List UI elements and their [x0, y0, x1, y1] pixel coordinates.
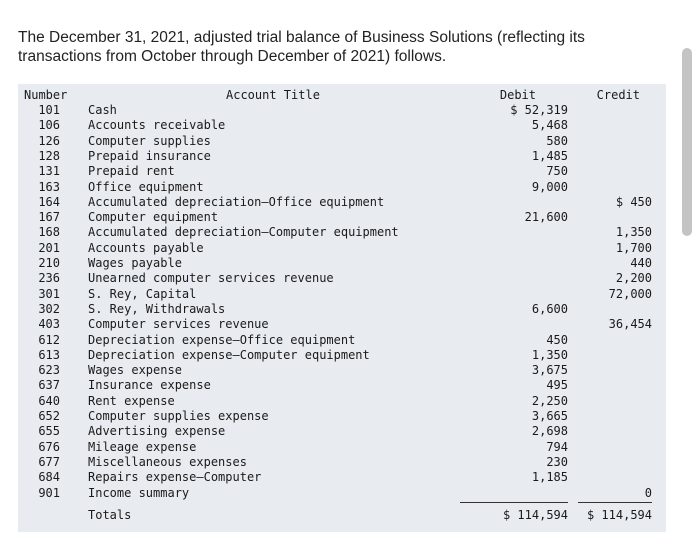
totals-label: Totals — [88, 508, 132, 522]
account-number: 164 — [38, 194, 60, 209]
account-number: 901 — [38, 485, 60, 500]
account-title: Mileage expense — [88, 439, 197, 454]
account-number: 163 — [38, 179, 60, 194]
account-number: 612 — [38, 332, 60, 347]
account-title: Computer equipment — [88, 210, 219, 225]
account-number: 236 — [38, 271, 60, 286]
debit-amount: 750 — [546, 164, 568, 179]
debit-amount: 1,350 — [531, 347, 568, 362]
table-row — [18, 348, 666, 363]
table-row — [18, 118, 666, 133]
table-row — [18, 302, 666, 317]
table-row — [18, 195, 666, 210]
debit-amount: 794 — [546, 439, 568, 454]
table-row — [18, 455, 666, 470]
account-number: 126 — [38, 133, 60, 148]
account-title: Advertising expense — [88, 424, 226, 439]
totals-debit: $ 114,594 — [502, 508, 568, 522]
credit-total-rule — [578, 502, 652, 503]
account-title: Depreciation expense—Computer equipment — [88, 347, 370, 362]
table-row — [18, 164, 666, 179]
credit-amount: 2,200 — [615, 271, 652, 286]
table-row — [18, 486, 666, 501]
debit-amount: 2,698 — [531, 424, 568, 439]
debit-amount: $ 52,319 — [510, 103, 568, 117]
account-title: Office equipment — [88, 179, 204, 194]
account-title: Wages payable — [88, 256, 182, 270]
account-number: 167 — [38, 210, 60, 225]
table-row — [18, 424, 666, 439]
header-number: Number — [24, 88, 68, 102]
table-row — [18, 256, 666, 271]
table-row — [18, 378, 666, 393]
scrollbar-thumb[interactable] — [682, 48, 692, 236]
table-row — [18, 287, 666, 302]
credit-amount: 1,700 — [615, 240, 652, 255]
account-title: Depreciation expense—Office equipment — [88, 332, 356, 347]
table-row — [18, 470, 666, 485]
header-account-title: Account Title — [226, 88, 320, 102]
table-row — [18, 210, 666, 225]
credit-amount: 0 — [644, 485, 652, 500]
table-row — [18, 149, 666, 164]
account-number: 652 — [38, 409, 60, 423]
debit-amount: 3,675 — [531, 363, 568, 378]
account-title: Accounts payable — [88, 240, 204, 255]
debit-amount: 1,485 — [531, 148, 568, 163]
account-title: Computer services revenue — [88, 317, 269, 332]
debit-amount: 230 — [546, 454, 568, 469]
account-number: 168 — [38, 225, 60, 240]
account-title: Unearned computer services revenue — [88, 271, 334, 286]
account-number: 676 — [38, 439, 60, 454]
table-row — [18, 317, 666, 332]
account-number: 640 — [38, 393, 60, 408]
debit-total-rule — [460, 502, 568, 503]
account-number: 403 — [38, 317, 60, 332]
credit-amount: 72,000 — [608, 286, 652, 301]
header-debit: Debit — [499, 88, 536, 102]
intro-text: The December 31, 2021, adjusted trial balance of Business Solutions (reflecting its transactions from October through December of 2021) follows. — [18, 29, 585, 65]
table-row — [18, 225, 666, 240]
account-number: 210 — [38, 256, 60, 270]
account-number: 677 — [38, 454, 60, 469]
account-title: S. Rey, Withdrawals — [88, 301, 226, 316]
account-number: 637 — [38, 378, 60, 393]
credit-amount: 36,454 — [608, 317, 652, 332]
table-row — [18, 271, 666, 286]
debit-amount: 21,600 — [524, 210, 568, 225]
account-number: 106 — [38, 118, 60, 133]
account-title: Accumulated depreciation—Office equipment — [88, 194, 385, 209]
account-title: Miscellaneous expenses — [88, 454, 247, 469]
debit-amount: 495 — [546, 378, 568, 393]
debit-amount: 3,665 — [531, 409, 568, 423]
account-number: 655 — [38, 424, 60, 439]
debit-amount: 2,250 — [531, 393, 568, 408]
account-title: Insurance expense — [88, 378, 211, 393]
account-title: Computer supplies expense — [88, 409, 269, 423]
table-row — [18, 134, 666, 149]
credit-amount: 440 — [630, 256, 652, 270]
table-row — [18, 394, 666, 409]
debit-amount: 6,600 — [531, 301, 568, 316]
account-title: Accounts receivable — [88, 118, 226, 133]
debit-amount: 450 — [546, 332, 568, 347]
account-number: 623 — [38, 363, 60, 378]
table-row — [18, 241, 666, 256]
account-title: Computer supplies — [88, 133, 211, 148]
table-row — [18, 180, 666, 195]
account-number: 201 — [38, 240, 60, 255]
account-number: 302 — [38, 301, 60, 316]
table-header-row — [18, 88, 666, 103]
table-row — [18, 440, 666, 455]
totals-row — [18, 508, 666, 523]
account-title: Income summary — [88, 485, 190, 500]
debit-amount: 9,000 — [531, 179, 568, 194]
totals-credit: $ 114,594 — [586, 508, 652, 522]
account-title: Cash — [88, 103, 117, 117]
account-number: 128 — [38, 148, 60, 163]
table-row — [18, 333, 666, 348]
account-title: Rent expense — [88, 393, 175, 408]
debit-amount: 580 — [546, 133, 568, 148]
debit-amount: 1,185 — [531, 470, 568, 485]
account-number: 131 — [38, 164, 60, 179]
header-credit: Credit — [596, 88, 640, 102]
debit-amount: 5,468 — [531, 118, 568, 133]
trial-balance-table — [18, 84, 666, 532]
account-title: S. Rey, Capital — [88, 286, 197, 301]
table-row — [18, 409, 666, 424]
account-title: Repairs expense—Computer — [88, 470, 262, 485]
account-title: Prepaid rent — [88, 164, 175, 179]
account-title: Accumulated depreciation—Computer equipment — [88, 225, 399, 240]
account-number: 301 — [38, 286, 60, 301]
account-number: 101 — [38, 103, 60, 117]
table-row — [18, 103, 666, 118]
credit-amount: 1,350 — [615, 225, 652, 240]
credit-amount: $ 450 — [615, 194, 652, 209]
account-number: 613 — [38, 347, 60, 362]
account-title: Wages expense — [88, 363, 182, 378]
table-row — [18, 363, 666, 378]
account-number: 684 — [38, 470, 60, 485]
account-title: Prepaid insurance — [88, 148, 211, 163]
